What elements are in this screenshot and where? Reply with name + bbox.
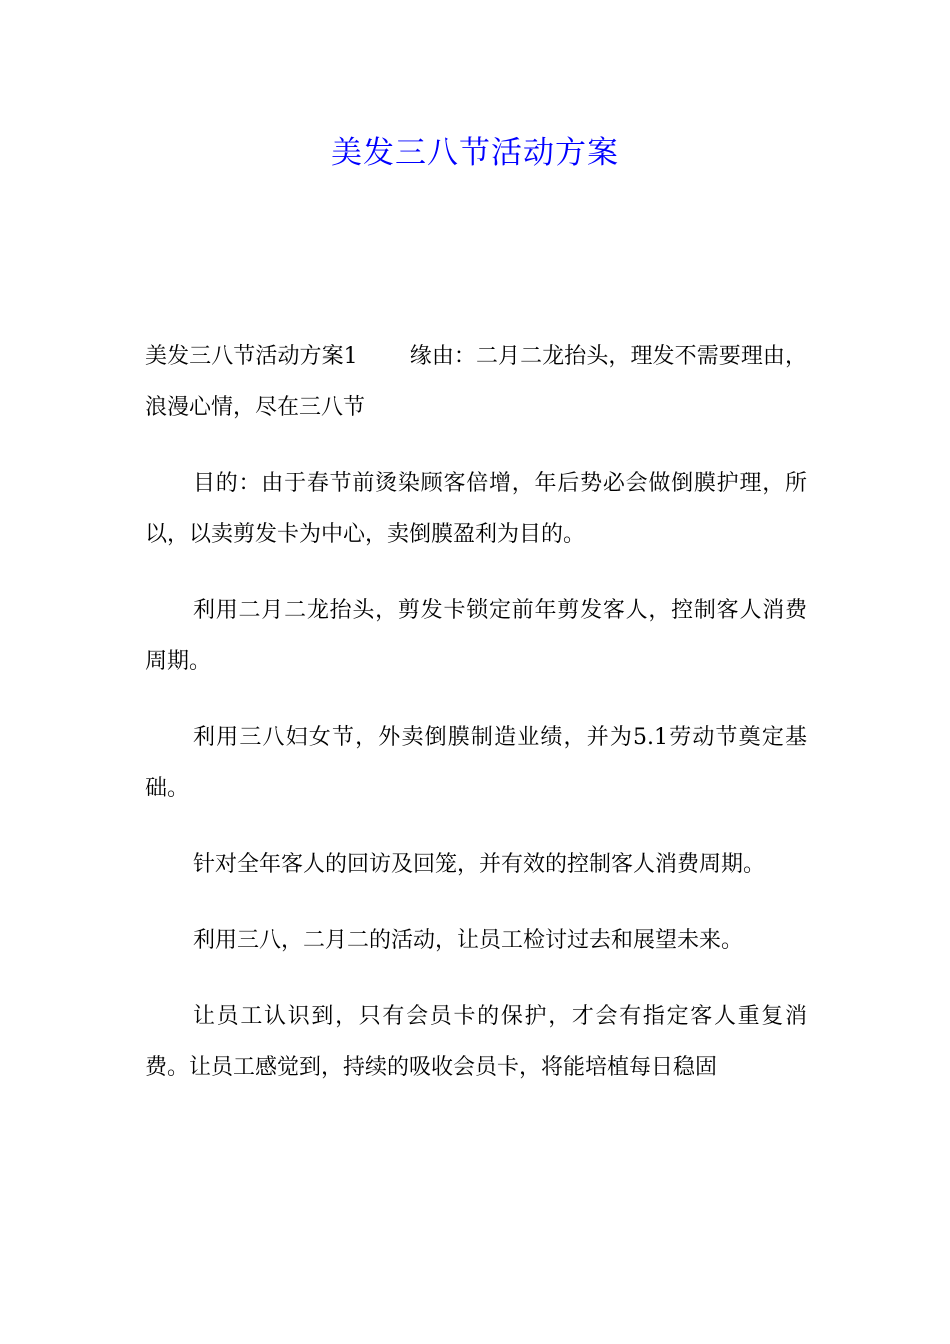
paragraph: 利用三八，二月二的活动，让员工检讨过去和展望未来。 — [193, 928, 744, 953]
paragraph: 利用二月二龙抬头，剪发卡锁定前年剪发客人，控制客人消费周期。 — [145, 598, 807, 674]
paragraph: 利用三八妇女节，外卖倒膜制造业绩，并为5.1劳动节奠定基础。 — [145, 725, 807, 801]
intro-text: 缘由：二月二龙抬头，理发不需要理由，浪漫心情，尽在三八节 — [145, 344, 807, 420]
paragraph: 针对全年客人的回访及回笼，并有效的控制客人消费周期。 — [193, 852, 766, 877]
paragraph: 目的：由于春节前烫染顾客倍增，年后势必会做倒膜护理，所以，以卖剪发卡为中心，卖倒膜盈利为目的。 — [145, 471, 807, 547]
document-body — [145, 331, 807, 1118]
paragraph-intro — [145, 331, 807, 433]
paragraph: 让员工认识到，只有会员卡的保护，才会有指定客人重复消费。让员工感觉到，持续的吸收会员卡，将能培植每日稳固 — [145, 1004, 807, 1080]
document-title: 美发三八节活动方案 — [331, 135, 619, 171]
intro-heading: 美发三八节活动方案1 — [145, 344, 358, 369]
